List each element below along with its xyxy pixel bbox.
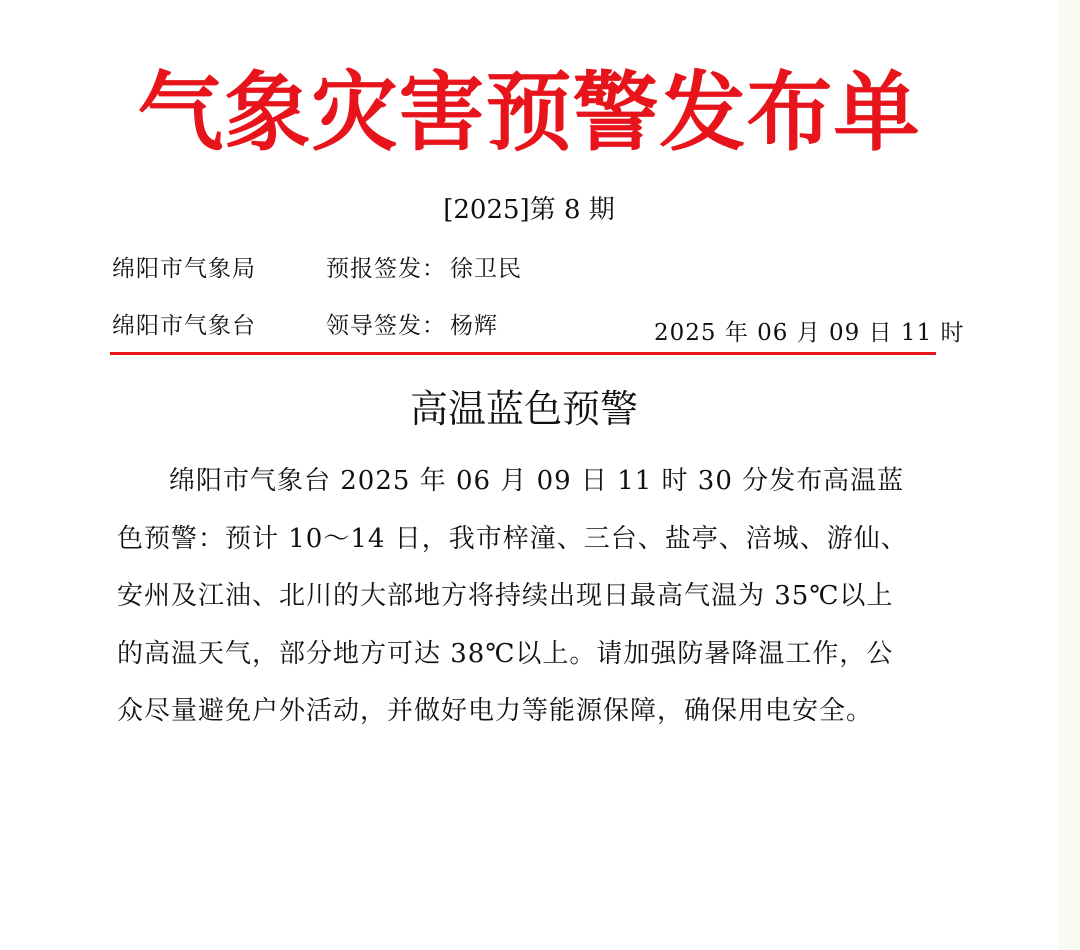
red-divider-rule — [110, 352, 936, 355]
issuing-org: 绵阳市气象局 — [112, 256, 256, 282]
header-row-leader — [112, 310, 498, 342]
issue-number: [2025]第 8 期 — [443, 195, 615, 225]
issue-datetime: 2025 年 06 月 09 日 11 时 — [654, 320, 965, 346]
signer-role: 领导签发： — [326, 313, 446, 339]
signer-name: 杨辉 — [450, 313, 498, 339]
warning-heading: 高温蓝色预警 — [409, 387, 638, 431]
signer-role: 预报签发： — [326, 256, 446, 282]
warning-body-text: 绵阳市气象台 2025 年 06 月 09 日 11 时 30 分发布高温蓝色预警：预计 10～14 日，我市梓潼、三台、盐亭、涪城、游仙、安州及江油、北川的大部地方将持续出现日最高气温为 35℃以上的高温天气，部分地方可达 38℃以上。请加强防暑降温工作，公众尽量避免户外活动，并做好电力等能源保障，确保用电安全。 — [117, 466, 908, 726]
issuing-org: 绵阳市气象台 — [112, 313, 256, 339]
signer-name: 徐卫民 — [450, 256, 522, 282]
header-row-forecast — [112, 253, 522, 285]
document-title: 气象灾害预警发布单 — [137, 63, 921, 163]
